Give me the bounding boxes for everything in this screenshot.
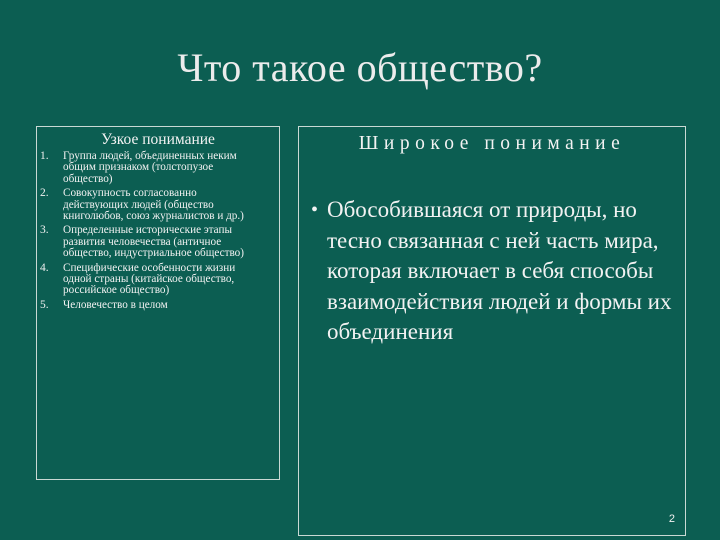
bullet-icon: • xyxy=(311,199,319,221)
list-item: Человечество в целом xyxy=(63,298,168,311)
list-item: Определенные исторические этапы развития человечества (античное общество, индустриальное общество) xyxy=(63,224,244,260)
narrow-list xyxy=(37,151,259,314)
narrow-heading: Узкое понимание xyxy=(101,131,215,148)
page-number: 2 xyxy=(668,513,675,525)
list-item: Совокупность согласованно действующих людей (общество книголюбов, союз журналистов и др.) xyxy=(63,187,244,223)
list-item: Специфические особенности жизни одной страны (китайское общество, российское общество) xyxy=(63,261,236,297)
broad-definition-text: Обособившаяся от природы, но тесно связанная с ней часть мира, которая включает в себя способы взаимодействия людей и формы их объединения xyxy=(327,197,672,344)
broad-definition xyxy=(313,195,697,348)
broad-heading: Широкое понимание xyxy=(358,133,626,154)
slide-title: Что такое общество? xyxy=(177,45,543,90)
broad-understanding-panel xyxy=(298,126,686,536)
narrow-understanding-panel xyxy=(36,126,280,480)
list-item: Группа людей, объединенных неким общим признаком (толстопузое общество) xyxy=(63,150,237,185)
